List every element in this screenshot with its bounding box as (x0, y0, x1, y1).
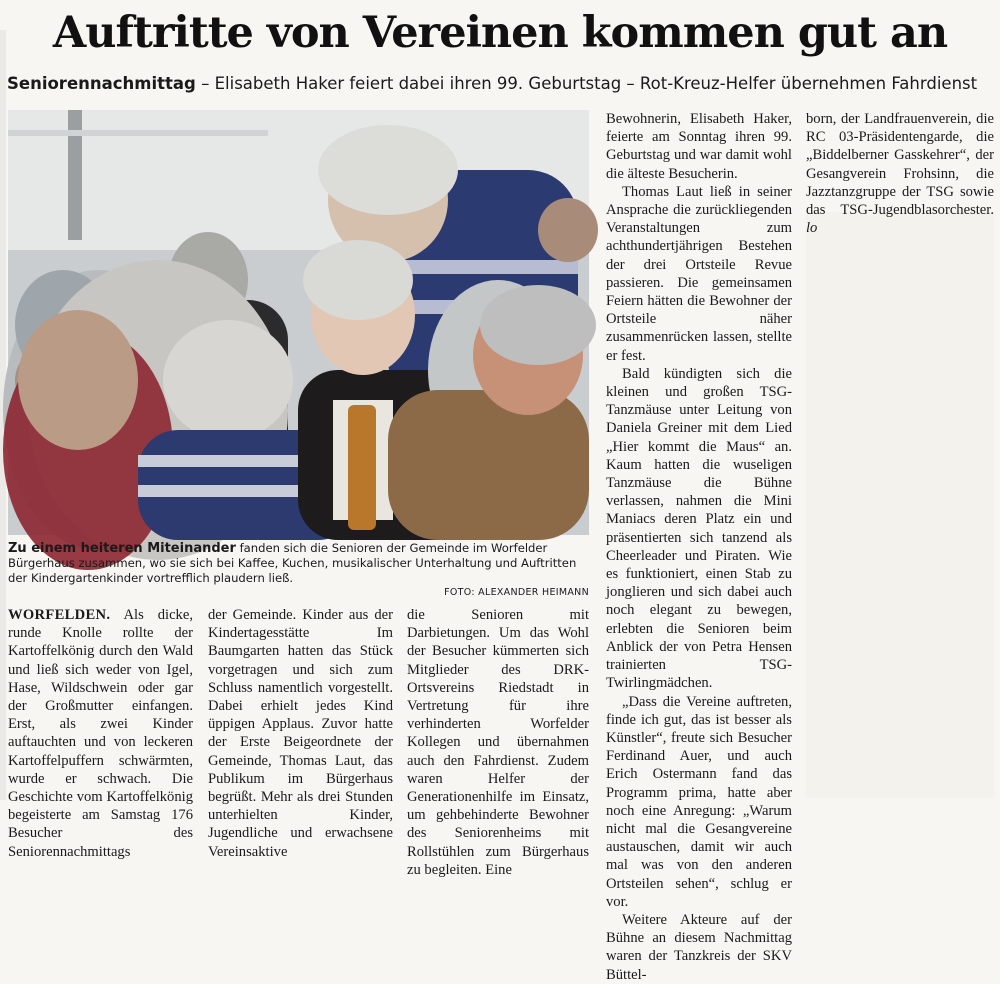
article-column-4 (606, 110, 792, 983)
photo-caption (8, 541, 589, 599)
column-1-text: Als dicke, runde Knolle rollte der Kartoffelkönig durch den Wald und ließ sich weder von Igel, Hase, Wildschwein oder gar der Großmutter einfangen. Erst, als zwei Kinder auftauchten und von leckeren Kartoffelpuffern schwärmten, wurde er schwach. Die Geschichte vom Kartoffelkönig begeisterte am Samstag 176 Besucher des Seniorennachmittags (8, 607, 193, 860)
column-4-paragraph-4: „Dass die Vereine auftreten, finde ich gut, das ist besser als Künstler“, freute sich Besucher Ferdinand Auer, und auch Erich Ostermann fand das Programm prima, hatte aber noch eine Anregung: „Warum nicht mal die Gesangvereine austauschen, damit wir auch mal was von den anderen Ortsteilen sehen“, schlug er vor. (606, 693, 792, 910)
column-4-paragraph-2: Thomas Laut ließ in seiner Ansprache die zurückliegenden Veranstaltungen zum achthundertjährigen Bestehen der drei Ortsteile Revue passieren. Die gemeinsamen Feiern hätten die Bewohner der Ortsteile näher zusammenrücken lassen, stellte er fest. (606, 183, 792, 364)
article-column-5 (806, 110, 994, 237)
bleed-through-right-area (806, 212, 994, 798)
column-4-paragraph-3: Bald kündigten sich die kleinen und großen TSG-Tanzmäuse unter Leitung von Daniela Greiner mit dem Lied „Hier kommt die Maus“ an. Kaum hatten die wuseligen Tanzmäuse die Bühne verlassen, nahmen die Mini Maniacs deren Platz ein und präsentierten sich tanzend als Cheerleader und Piraten. Wie es funktioniert, einen Stab zu jonglieren und sich dabei auch noch elegant zu bewegen, erlebten die Senioren beim Anblick der von Petra Hensen trainierten TSG-Twirlingmädchen. (606, 365, 792, 692)
column-3-text: die Senioren mit Darbietungen. Um das Wohl der Besucher kümmerten sich Mitglieder des DRK-Ortsvereins Riedstadt in Vertretung für ihre verhinderten Worfelder Kollegen und übernahmen auch den Fahrdienst. Zudem waren Helfer der Generationenhilfe im Einsatz, um gehbehinderte Bewohner des Seniorenheims mit Rollstühlen zum Bürgerhaus zu begleiten. Eine (407, 607, 589, 878)
article-photo (8, 110, 589, 535)
article-column-3 (407, 606, 589, 878)
caption-lead: Zu einem heiteren Miteinander (8, 541, 236, 556)
paragraph (806, 110, 994, 237)
column-4-paragraph-5: Weitere Akteure auf der Bühne an diesem Nachmittag waren der Tanzkreis der SKV Büttel- (606, 911, 792, 983)
article-headline: Auftritte von Vereinen kommen gut an (52, 8, 948, 58)
article-column-2 (208, 606, 393, 860)
subhead-text: – Elisabeth Haker feiert dabei ihren 99. Geburtstag – Rot-Kreuz-Helfer übernehmen Fahrdienst (195, 74, 978, 93)
photo-credit: FOTO: ALEXANDER HEIMANN (444, 587, 589, 598)
paragraph (8, 606, 193, 861)
article-subhead (7, 74, 997, 93)
column-2-text: der Gemeinde. Kinder aus der Kindertagesstätte Im Baumgarten hatten das Stück vorgetragen und sich zum Schluss namentlich vorgestellt. Dabei erhielt jedes Kind üppigen Applaus. Zuvor hatte der Erste Beigeordnete der Gemeinde, Thomas Laut, das Publikum im Bürgerhaus begrüßt. Mehr als drei Stunden unterhielten Kinder, Jugendliche und erwachsene Vereinsaktive (208, 607, 393, 860)
caption-text: fanden sich die Senioren der Gemeinde im Worfelder Bürgerhaus zusammen, wo sie sich bei Kaffee, Kuchen, musikalischer Unterhaltung und Auftritten der Kindergartenkinder vortrefflich plaudern ließ. (8, 541, 577, 585)
subhead-kicker: Seniorennachmittag (7, 74, 196, 93)
dateline: WORFELDEN. (8, 607, 111, 623)
author-initials: lo (806, 220, 818, 237)
column-5-text: born, der Landfrauenverein, die RC 03-Präsidentengarde, die „Biddelberner Gasskehrer“, der Gesangverein Frohsinn, die Jazztanzgruppe der TSG sowie das TSG-Jugendblasorchester. (806, 111, 994, 219)
article-column-1 (8, 606, 193, 860)
seniors-photo-illustration (8, 110, 589, 535)
column-4-paragraph-1: Bewohnerin, Elisabeth Haker, feierte am Sonntag ihren 99. Geburtstag und war damit wohl die älteste Besucherin. (606, 111, 792, 182)
